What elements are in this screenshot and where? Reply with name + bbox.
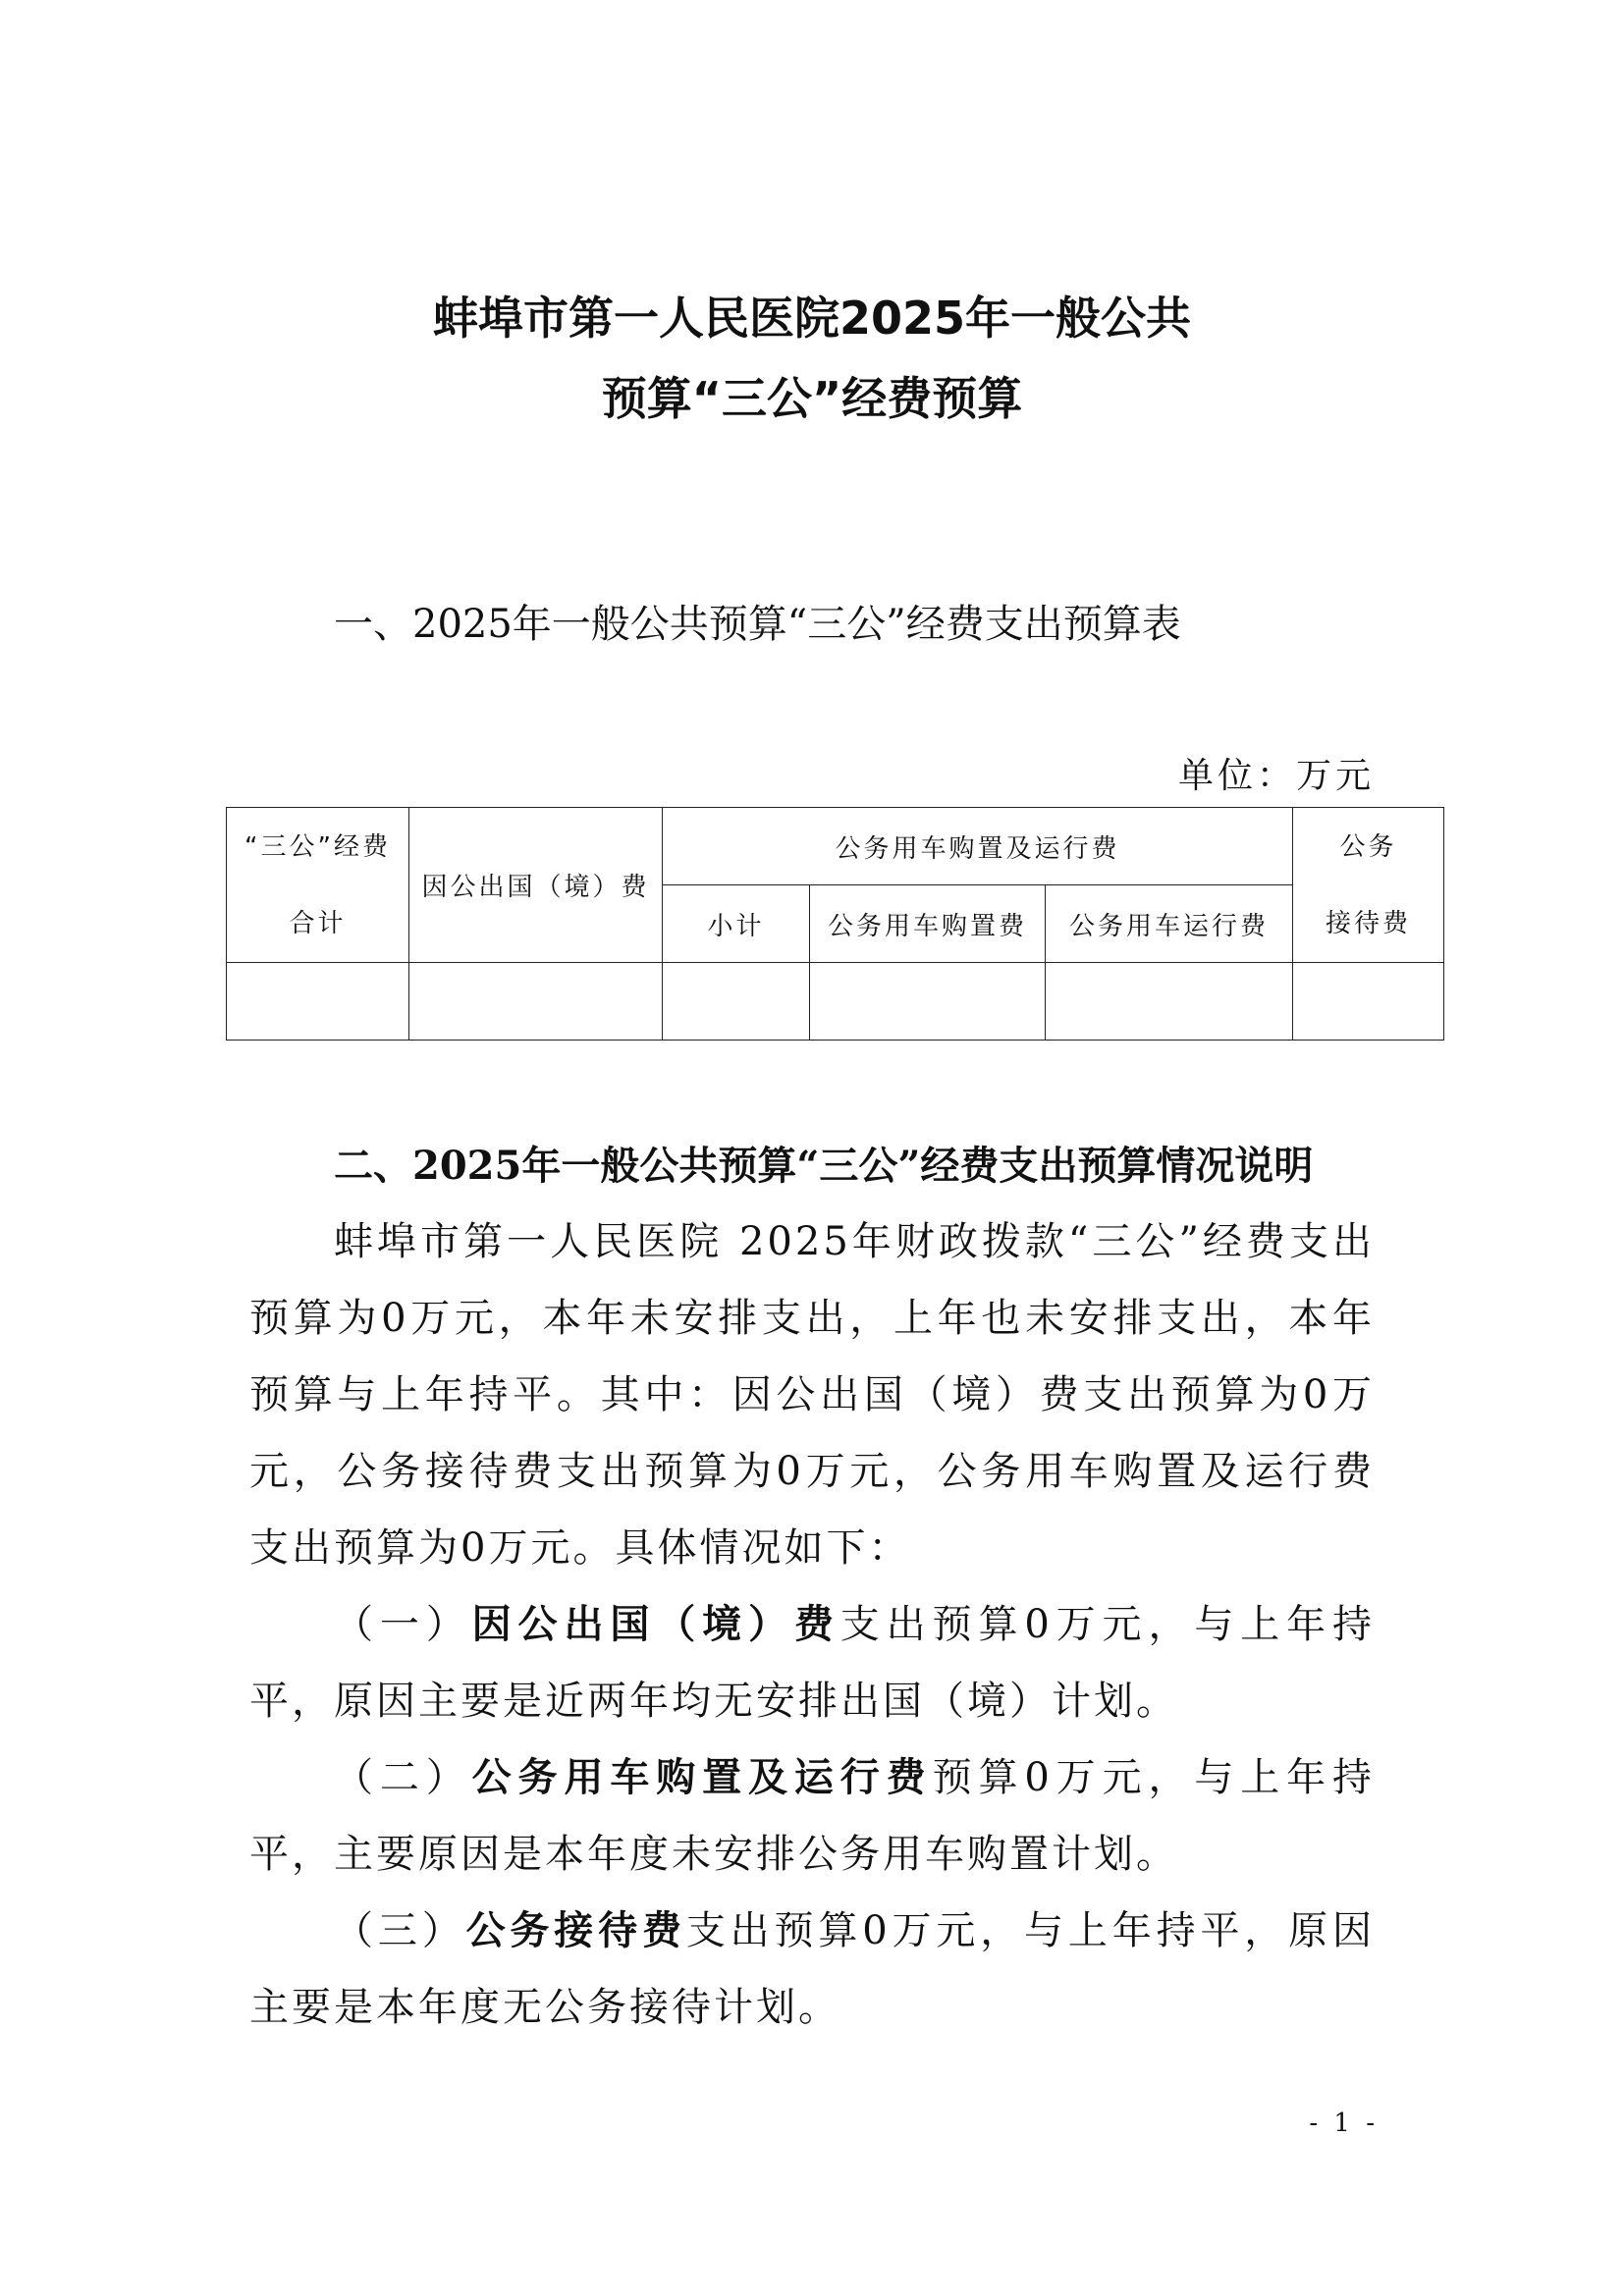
item2-bold: 公务用车购置及运行费: [471, 1755, 933, 1800]
item3-bold: 公务接待费: [465, 1908, 686, 1953]
header-overseas: 因公出国（境）费: [409, 808, 663, 963]
item1-text: 支出预算0万元，与上年持平，原因主要是近两年均无安排出国（境）计划。: [249, 1602, 1376, 1724]
budget-table: [226, 807, 1444, 1041]
item2-paragraph: [249, 1739, 1375, 1893]
table-header-row-1: [227, 808, 1444, 885]
cell-total: [227, 963, 409, 1041]
header-total: [227, 808, 409, 963]
item2-text: 预算0万元，与上年持平，主要原因是本年度未安排公务用车购置计划。: [249, 1755, 1376, 1877]
document-title-line2: 预算“三公”经费预算: [601, 372, 1023, 425]
header-vehicle: 公务用车购置及运行费: [663, 808, 1293, 885]
header-reception: [1293, 808, 1444, 963]
main-paragraph: 蚌埠市第一人民医院 2025年财政拨款“三公”经费支出预算为0万元，本年未安排支出，上年也未安排支出，本年预算与上年持平。其中：因公出国（境）费支出预算为0万元，公务接待费支出预算为0万元，公务用车购置及运行费支出预算为0万元。具体情况如下：: [249, 1219, 1375, 1571]
item1-bold: 因公出国（境）费: [471, 1602, 840, 1647]
item3-paragraph: [249, 1893, 1375, 2046]
header-reception-line1: 公务: [1339, 831, 1397, 862]
item3-prefix: （三）: [334, 1908, 466, 1953]
table-data-row: [227, 963, 1444, 1041]
header-vehicle-purchase: 公务用车购置费: [810, 885, 1046, 963]
document-title-line1: 蚌埠市第一人民医院2025年一般公共: [432, 292, 1192, 345]
item1-paragraph: [249, 1586, 1375, 1739]
header-total-line2: 合计: [289, 908, 347, 938]
header-total-line1: “三公”经费: [244, 831, 391, 862]
cell-overseas: [409, 963, 663, 1041]
cell-vehicle-purchase: [810, 963, 1046, 1041]
unit-label: 单位：万元: [1177, 756, 1375, 796]
page-number: - 1 -: [1309, 2109, 1379, 2138]
header-subtotal: 小计: [663, 885, 810, 963]
cell-vehicle-operation: [1046, 963, 1293, 1041]
header-vehicle-operation: 公务用车运行费: [1046, 885, 1293, 963]
item2-prefix: （二）: [334, 1755, 472, 1800]
item3-text: 支出预算0万元，与上年持平，原因主要是本年度无公务接待计划。: [249, 1908, 1376, 2030]
item1-prefix: （一）: [334, 1602, 472, 1647]
section1-heading: 一、2025年一般公共预算“三公”经费支出预算表: [334, 602, 1181, 647]
cell-reception: [1293, 963, 1444, 1041]
section2-heading: 二、2025年一般公共预算“三公”经费支出预算情况说明: [334, 1143, 1314, 1189]
header-reception-line2: 接待费: [1326, 908, 1412, 938]
cell-subtotal: [663, 963, 810, 1041]
